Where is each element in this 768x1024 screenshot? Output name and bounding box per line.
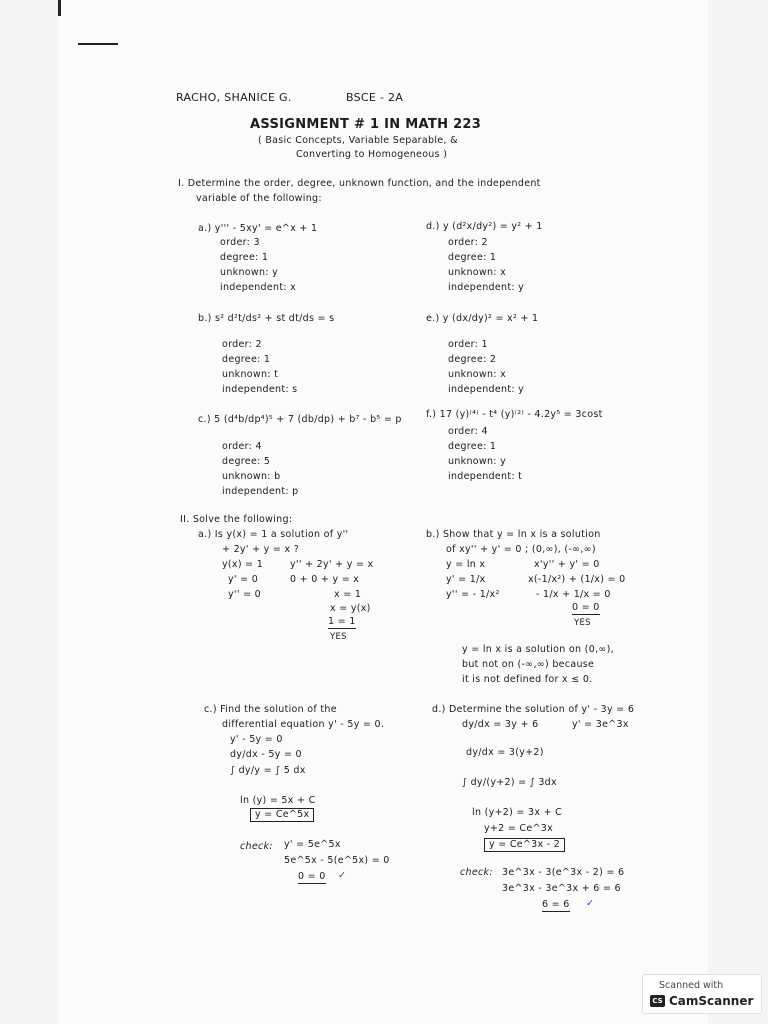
problem-1a-degree: degree: 1 [220, 252, 269, 263]
problem-2c-step: y' - 5y = 0 [230, 734, 283, 745]
watermark-caption: Scanned with [659, 980, 724, 991]
problem-2b-question-line2: of xy'' + y' = 0 ; (0,∞), (-∞,∞) [446, 544, 596, 555]
problem-2b-verify-line: x'y'' + y' = 0 [534, 559, 600, 570]
problem-1f-unknown: unknown: y [448, 456, 507, 467]
checkmark-icon: ✓ [338, 870, 347, 881]
problem-2c-solution-box: y = Ce^5x [250, 808, 314, 822]
problem-2a-work-line: y(x) = 1 [222, 559, 264, 570]
watermark-brand: CamScanner [669, 994, 754, 1008]
problem-1d-order: order: 2 [448, 237, 488, 248]
problem-1b-order: order: 2 [222, 339, 262, 350]
camscanner-watermark [642, 974, 762, 1014]
problem-1b-degree: degree: 1 [222, 354, 271, 365]
problem-1c-independent: independent: p [222, 486, 299, 497]
problem-1e-equation: e.) y (dx/dy)² = x² + 1 [426, 313, 539, 324]
problem-1f-independent: independent: t [448, 471, 523, 482]
problem-1d-unknown: unknown: x [448, 267, 507, 278]
problem-1c-order: order: 4 [222, 441, 262, 452]
problem-2c-check-line: 0 = 0 [298, 871, 326, 882]
problem-1b-unknown: unknown: t [222, 369, 279, 380]
problem-2a-question-line2: + 2y' + y = x ? [222, 544, 300, 555]
problem-1a-equation: a.) y''' - 5xy' = e^x + 1 [198, 223, 318, 234]
problem-1f-order: order: 4 [448, 426, 488, 437]
problem-2c-question-line2: differential equation y' - 5y = 0. [222, 719, 385, 730]
title-subtitle-line1: ( Basic Concepts, Variable Separable, & [258, 135, 458, 146]
problem-2b-verify-line: 0 = 0 [572, 602, 600, 613]
problem-2b-work-line: y'' = - 1/x² [446, 589, 500, 600]
problem-2b-answer: YES [574, 618, 591, 628]
problem-2a-verify-line: x = 1 [334, 589, 362, 600]
problem-1b-equation: b.) s² d²t/ds² + st dt/ds = s [198, 313, 335, 324]
pen-stroke-mark [78, 43, 118, 45]
title-subtitle-line2: Converting to Homogeneous ) [296, 149, 448, 160]
problem-1a-unknown: unknown: y [220, 267, 279, 278]
problem-2d-step: dy/dx = 3y + 6 [462, 719, 539, 730]
problem-1f-equation: f.) 17 (y)⁽⁴⁾ - t⁴ (y)⁽²⁾ - 4.2y⁵ = 3cost [426, 409, 603, 420]
problem-2d-question: d.) Determine the solution of y' - 3y = 6 [432, 704, 635, 715]
problem-2b-verify-line: - 1/x + 1/x = 0 [536, 589, 611, 600]
problem-2c-check-label: check: [240, 841, 273, 852]
camscanner-logo-icon: CS [650, 995, 665, 1007]
problem-2d-step: ∫ dy/(y+2) = ∫ 3dx [462, 777, 557, 788]
problem-2c-step: ln (y) = 5x + C [240, 795, 316, 806]
problem-1b-independent: independent: s [222, 384, 298, 395]
problem-2d-solution-box: y = Ce^3x - 2 [484, 838, 565, 852]
problem-1e-degree: degree: 2 [448, 354, 497, 365]
problem-1d-degree: degree: 1 [448, 252, 497, 263]
student-name: RACHO, SHANICE G. [176, 91, 292, 104]
problem-1f-degree: degree: 1 [448, 441, 497, 452]
problem-2c-check-line: y' = 5e^5x [284, 839, 341, 850]
problem-1d-independent: independent: y [448, 282, 525, 293]
problem-1c-equation: c.) 5 (d⁴b/dp⁴)⁵ + 7 (db/dp) + b⁷ - b⁵ = p [198, 414, 402, 425]
problem-2d-step: y+2 = Ce^3x [484, 823, 554, 834]
problem-1a-independent: independent: x [220, 282, 297, 293]
part1-instruction-line2: variable of the following: [196, 193, 322, 204]
problem-2d-step: dy/dx = 3(y+2) [466, 747, 544, 758]
problem-1e-unknown: unknown: x [448, 369, 507, 380]
problem-1e-order: order: 1 [448, 339, 488, 350]
problem-2a-work-line: y' = 0 [228, 574, 259, 585]
student-section: BSCE - 2A [346, 91, 404, 104]
problem-2b-note-line: but not on (-∞,∞) because [462, 659, 595, 670]
problem-2d-side-note: y' = 3e^3x [572, 719, 629, 730]
problem-2a-answer: YES [330, 632, 347, 642]
problem-2d-check-line: 3e^3x - 3e^3x + 6 = 6 [502, 883, 621, 894]
problem-1c-degree: degree: 5 [222, 456, 271, 467]
problem-2c-step: dy/dx - 5y = 0 [230, 749, 302, 760]
part1-instruction-line1: I. Determine the order, degree, unknown function, and the independent [178, 178, 541, 189]
checkmark-icon: ✓ [586, 898, 595, 909]
problem-2a-verify-line: x = y(x) [330, 603, 371, 614]
problem-2b-note-line: it is not defined for x ≤ 0. [462, 674, 593, 685]
problem-2a-verify-line: 0 + 0 + y = x [290, 574, 360, 585]
problem-2a-work-line: y'' = 0 [228, 589, 261, 600]
problem-2b-work-line: y' = 1/x [446, 574, 486, 585]
problem-2b-question-line1: b.) Show that y = ln x is a solution [426, 529, 601, 540]
problem-2d-check-line: 6 = 6 [542, 899, 570, 910]
problem-2b-note-line: y = ln x is a solution on (0,∞), [462, 644, 614, 655]
part2-instruction: II. Solve the following: [180, 514, 293, 525]
problem-2a-verify-line: y'' + 2y' + y = x [290, 559, 374, 570]
problem-2d-step: ln (y+2) = 3x + C [472, 807, 563, 818]
problem-1a-order: order: 3 [220, 237, 260, 248]
problem-1d-equation: d.) y (d²x/dy²) = y² + 1 [426, 221, 543, 232]
problem-2c-question-line1: c.) Find the solution of the [204, 704, 337, 715]
problem-2c-step: ∫ dy/y = ∫ 5 dx [230, 765, 306, 776]
page-title: ASSIGNMENT # 1 IN MATH 223 [250, 117, 482, 132]
problem-1e-independent: independent: y [448, 384, 525, 395]
problem-2d-check-line: 3e^3x - 3(e^3x - 2) = 6 [502, 867, 625, 878]
problem-2b-work-line: y = ln x [446, 559, 486, 570]
page-edge-mark [58, 0, 61, 16]
problem-2a-verify-line: 1 = 1 [328, 616, 356, 627]
problem-2d-check-label: check: [460, 867, 493, 878]
problem-2c-check-line: 5e^5x - 5(e^5x) = 0 [284, 855, 390, 866]
problem-2b-verify-line: x(-1/x²) + (1/x) = 0 [528, 574, 626, 585]
problem-2a-question-line1: a.) Is y(x) = 1 a solution of y'' [198, 529, 349, 540]
problem-1c-unknown: unknown: b [222, 471, 281, 482]
